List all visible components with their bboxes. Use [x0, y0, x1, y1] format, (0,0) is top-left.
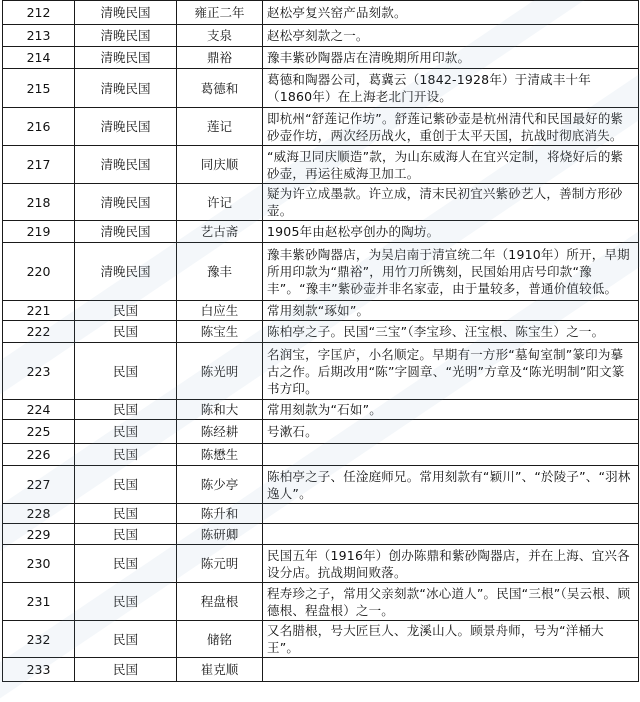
row-description: 赵松亭复兴窑产品刻款。: [263, 1, 639, 25]
row-potter-name: 同庆顺: [177, 146, 263, 184]
row-era: 民国: [75, 658, 177, 682]
row-era: 清晚民国: [75, 221, 177, 243]
row-potter-name: 莲记: [177, 108, 263, 146]
row-era: 清晚民国: [75, 184, 177, 221]
row-potter-name: 陈研卿: [177, 524, 263, 545]
row-era: 清晚民国: [75, 69, 177, 108]
table-row: [3, 221, 639, 243]
row-potter-name: 陈经耕: [177, 420, 263, 444]
row-number: 219: [3, 221, 75, 243]
row-era: 清晚民国: [75, 146, 177, 184]
row-potter-name: 陈宝生: [177, 321, 263, 343]
row-potter-name: 程盘根: [177, 583, 263, 621]
row-era: 民国: [75, 343, 177, 400]
row-number: 229: [3, 524, 75, 545]
row-description: [263, 444, 639, 466]
row-era: 民国: [75, 504, 177, 524]
row-number: 214: [3, 47, 75, 69]
row-number: 220: [3, 243, 75, 301]
row-era: 民国: [75, 444, 177, 466]
row-era: 清晚民国: [75, 25, 177, 47]
table-row: [3, 301, 639, 321]
row-era: 民国: [75, 301, 177, 321]
table-row: [3, 420, 639, 444]
row-number: 230: [3, 545, 75, 583]
row-potter-name: 陈元明: [177, 545, 263, 583]
row-potter-name: 陈少亭: [177, 466, 263, 504]
row-description: 号漱石。: [263, 420, 639, 444]
row-number: 228: [3, 504, 75, 524]
row-era: 民国: [75, 466, 177, 504]
row-description: 1905年由赵松亭创办的陶坊。: [263, 221, 639, 243]
row-potter-name: 陈和大: [177, 400, 263, 420]
row-number: 231: [3, 583, 75, 621]
potter-marks-table: [2, 0, 639, 682]
row-potter-name: 艺古斋: [177, 221, 263, 243]
row-potter-name: 支泉: [177, 25, 263, 47]
table-row: [3, 658, 639, 682]
row-potter-name: 豫丰: [177, 243, 263, 301]
row-potter-name: 雍正二年: [177, 1, 263, 25]
row-era: 民国: [75, 621, 177, 658]
row-number: 217: [3, 146, 75, 184]
row-number: 226: [3, 444, 75, 466]
row-number: 227: [3, 466, 75, 504]
row-description: [263, 524, 639, 545]
row-number: 221: [3, 301, 75, 321]
table-row: [3, 504, 639, 524]
row-number: 213: [3, 25, 75, 47]
row-number: 233: [3, 658, 75, 682]
row-description: 民国五年（1916年）创办陈鼎和紫砂陶器店，并在上海、宜兴各设分店。抗战期间败落。: [263, 545, 639, 583]
row-description: 即杭州“舒莲记作坊”。舒莲记紫砂壶是杭州清代和民国最好的紫砂壶作坊，两次经历战火，重创于太平天国，抗战时彻底消失。: [263, 108, 639, 146]
row-description: 又名腊根，号大匠巨人、龙溪山人。顾景舟师，号为“洋桶大王”。: [263, 621, 639, 658]
table-row: [3, 583, 639, 621]
row-potter-name: 白应生: [177, 301, 263, 321]
row-description: 程寿珍之子，常用父亲刻款“冰心道人”。民国“三根”（吴云根、顾德根、程盘根）之一。: [263, 583, 639, 621]
row-description: 常用刻款“琢如”。: [263, 301, 639, 321]
table-row: [3, 25, 639, 47]
row-era: 民国: [75, 583, 177, 621]
row-era: 民国: [75, 545, 177, 583]
table-row: [3, 184, 639, 221]
row-description: 葛德和陶器公司，葛冀云（1842-1928年）于清咸丰十年（1860年）在上海老北门开设。: [263, 69, 639, 108]
row-potter-name: 储铭: [177, 621, 263, 658]
row-era: 清晚民国: [75, 243, 177, 301]
row-number: 223: [3, 343, 75, 400]
row-number: 224: [3, 400, 75, 420]
row-potter-name: 许记: [177, 184, 263, 221]
row-description: 疑为许立成墨款。许立成，清末民初宜兴紫砂艺人，善制方形砂壶。: [263, 184, 639, 221]
table-body: [3, 1, 639, 682]
row-description: 名润宝，字匡庐，小名顺定。早期有一方形“墓甸室制”篆印为摹古之作。后期改用“陈”字圆章、“光明”方章及“陈光明制”阳文篆书方印。: [263, 343, 639, 400]
table-row: [3, 621, 639, 658]
table-row: [3, 108, 639, 146]
table-row: [3, 69, 639, 108]
table-row: [3, 444, 639, 466]
row-description: 豫丰紫砂陶器店，为吴启南于清宣统二年（1910年）所开，早期所用印款为“鼎裕”，用竹刀所镌刻，民国始用店号印款“豫丰”。“豫丰”紫砂壶并非名家壶，由于量较多，普通价值较低。: [263, 243, 639, 301]
row-era: 清晚民国: [75, 47, 177, 69]
row-description: 陈柏亭之子、任淦庭师兄。常用刻款有“颖川”、“於陵子”、“羽林逸人”。: [263, 466, 639, 504]
row-number: 216: [3, 108, 75, 146]
row-description: [263, 504, 639, 524]
row-number: 232: [3, 621, 75, 658]
row-description: “威海卫同庆顺造”款，为山东威海人在宜兴定制，将烧好后的紫砂壶，再运往威海卫加工。: [263, 146, 639, 184]
table-row: [3, 343, 639, 400]
row-description: [263, 658, 639, 682]
row-era: 清晚民国: [75, 108, 177, 146]
row-potter-name: 陈光明: [177, 343, 263, 400]
row-number: 225: [3, 420, 75, 444]
row-era: 民国: [75, 524, 177, 545]
row-potter-name: 鼎裕: [177, 47, 263, 69]
row-potter-name: 陈升和: [177, 504, 263, 524]
row-era: 民国: [75, 420, 177, 444]
row-description: 常用刻款为“石如”。: [263, 400, 639, 420]
table-row: [3, 47, 639, 69]
row-potter-name: 崔克顺: [177, 658, 263, 682]
table-row: [3, 524, 639, 545]
table-row: [3, 545, 639, 583]
row-description: 赵松亭刻款之一。: [263, 25, 639, 47]
row-potter-name: 葛德和: [177, 69, 263, 108]
table-row: [3, 146, 639, 184]
row-number: 222: [3, 321, 75, 343]
table-row: [3, 400, 639, 420]
row-era: 民国: [75, 400, 177, 420]
row-potter-name: 陈懋生: [177, 444, 263, 466]
table-row: [3, 466, 639, 504]
row-number: 212: [3, 1, 75, 25]
row-description: 陈柏亭之子。民国“三宝”（李宝珍、汪宝根、陈宝生）之一。: [263, 321, 639, 343]
table-row: [3, 321, 639, 343]
row-number: 215: [3, 69, 75, 108]
row-era: 清晚民国: [75, 1, 177, 25]
row-number: 218: [3, 184, 75, 221]
table-row: [3, 243, 639, 301]
table-row: [3, 1, 639, 25]
row-era: 民国: [75, 321, 177, 343]
row-description: 豫丰紫砂陶器店在清晚期所用印款。: [263, 47, 639, 69]
